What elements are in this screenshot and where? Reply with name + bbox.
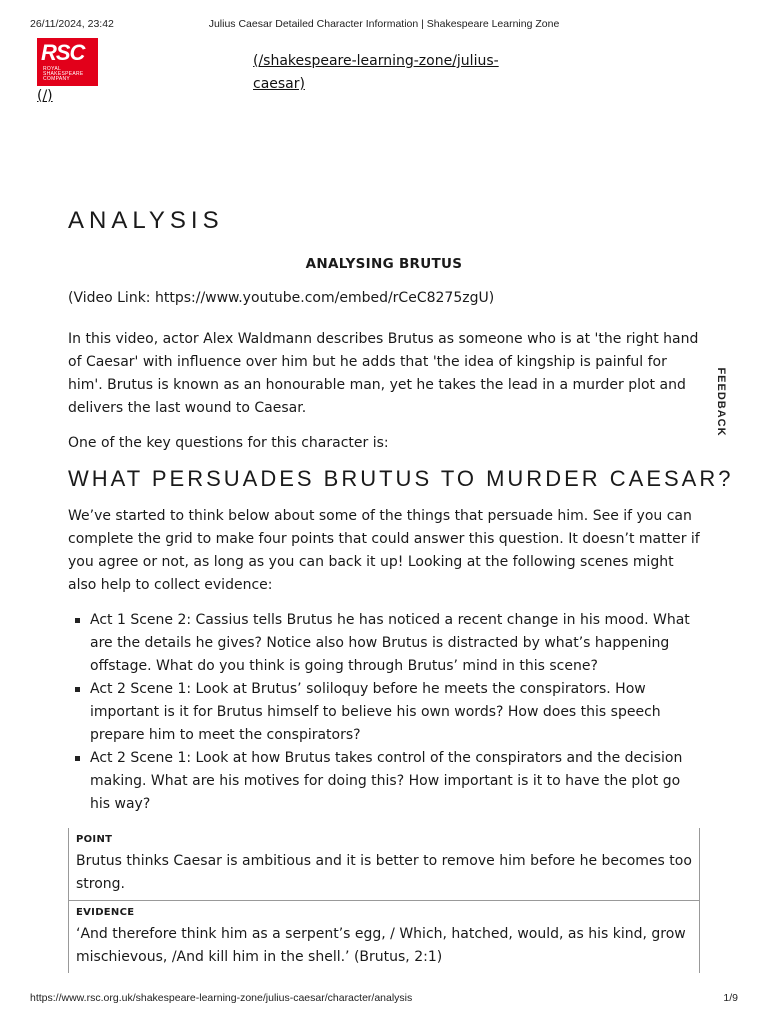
rsc-logo-wordmark bbox=[43, 67, 84, 82]
print-document-title: Julius Caesar Detailed Character Information | Shakespeare Learning Zone bbox=[208, 18, 560, 30]
list-item bbox=[68, 747, 704, 816]
list-item bbox=[68, 609, 704, 678]
task-paragraph: We’ve started to think below about some of the things that persuade him. See if you can complete the grid to make four points that could answer this question. It doesn’t matter if you agree or not, as long as you can back it up! Looking at the following scenes might also help to collect evidence: bbox=[68, 508, 700, 593]
rsc-logo-mark: RSC bbox=[41, 40, 85, 65]
logo-line-shakespeare: SHAKESPEARE bbox=[43, 71, 84, 77]
page-number: 1/9 bbox=[723, 992, 738, 1004]
logo-line-company: COMPANY bbox=[43, 76, 71, 82]
bullet-square-icon bbox=[75, 687, 80, 692]
logo-line-royal: ROYAL bbox=[43, 66, 62, 72]
point-text: Brutus thinks Caesar is ambitious and it is better to remove him before he becomes too strong. bbox=[76, 853, 692, 892]
list-item-text: Act 2 Scene 1: Look at how Brutus takes control of the conspirators and the decision making. What are his motives for doing this? How important is it to have the plot go his way? bbox=[90, 750, 683, 812]
print-url: https://www.rsc.org.uk/shakespeare-learning-zone/julius-caesar/character/analysis bbox=[30, 992, 413, 1004]
video-link[interactable]: (Video Link: https://www.youtube.com/embed/rCeC8275zgU) bbox=[68, 290, 495, 306]
feedback-label: FEEDBACK bbox=[715, 367, 727, 437]
point-evidence-grid bbox=[68, 828, 700, 973]
rsc-logo[interactable] bbox=[37, 38, 98, 86]
key-question-heading: WHAT PERSUADES BRUTUS TO MURDER CAESAR? bbox=[68, 466, 734, 491]
evidence-text: ‘And therefore think him as a serpent’s egg, / Which, hatched, would, as his kind, grow mischievous, /And kill him in the shell.’ (Brutus, 2:1) bbox=[76, 926, 686, 965]
print-header bbox=[30, 18, 738, 32]
list-item bbox=[68, 678, 704, 747]
section-heading: ANALYSIS bbox=[68, 207, 224, 234]
print-datetime: 26/11/2024, 23:42 bbox=[30, 18, 114, 30]
bullet-square-icon bbox=[75, 618, 80, 623]
list-item-text: Act 1 Scene 2: Cassius tells Brutus he has noticed a recent change in his mood. What are the details he gives? Notice also how Brutus is distracted by what’s happening offstage. What do you think is going through Brutus’ mind in this scene? bbox=[90, 612, 690, 674]
evidence-label: EVIDENCE bbox=[76, 907, 135, 918]
feedback-tab[interactable] bbox=[714, 368, 728, 438]
evidence-cell bbox=[69, 901, 699, 973]
print-footer bbox=[30, 992, 738, 1006]
point-cell bbox=[69, 828, 699, 901]
list-item-text: Act 2 Scene 1: Look at Brutus’ soliloquy before he meets the conspirators. How important is it for Brutus himself to believe his own words? How does this speech prepare him to meet the conspirators? bbox=[90, 681, 661, 743]
bullet-square-icon bbox=[75, 756, 80, 761]
scene-list bbox=[68, 609, 704, 816]
point-label: POINT bbox=[76, 834, 113, 845]
home-link[interactable]: (/) bbox=[37, 88, 53, 104]
sub-heading: ANALYSING BRUTUS bbox=[305, 256, 463, 272]
intro-paragraph: In this video, actor Alex Waldmann describes Brutus as someone who is at 'the right hand of Caesar' with influence over him but he adds that 'the idea of kingship is painful for him'. Brutus is known as an honourable man, yet he takes the lead in a murder plot and delivers the last wound to Caesar. bbox=[68, 331, 699, 416]
julius-caesar-link[interactable]: (/shakespeare-learning-zone/julius-caesar) bbox=[253, 53, 499, 92]
key-question-intro: One of the key questions for this character is: bbox=[68, 435, 389, 451]
